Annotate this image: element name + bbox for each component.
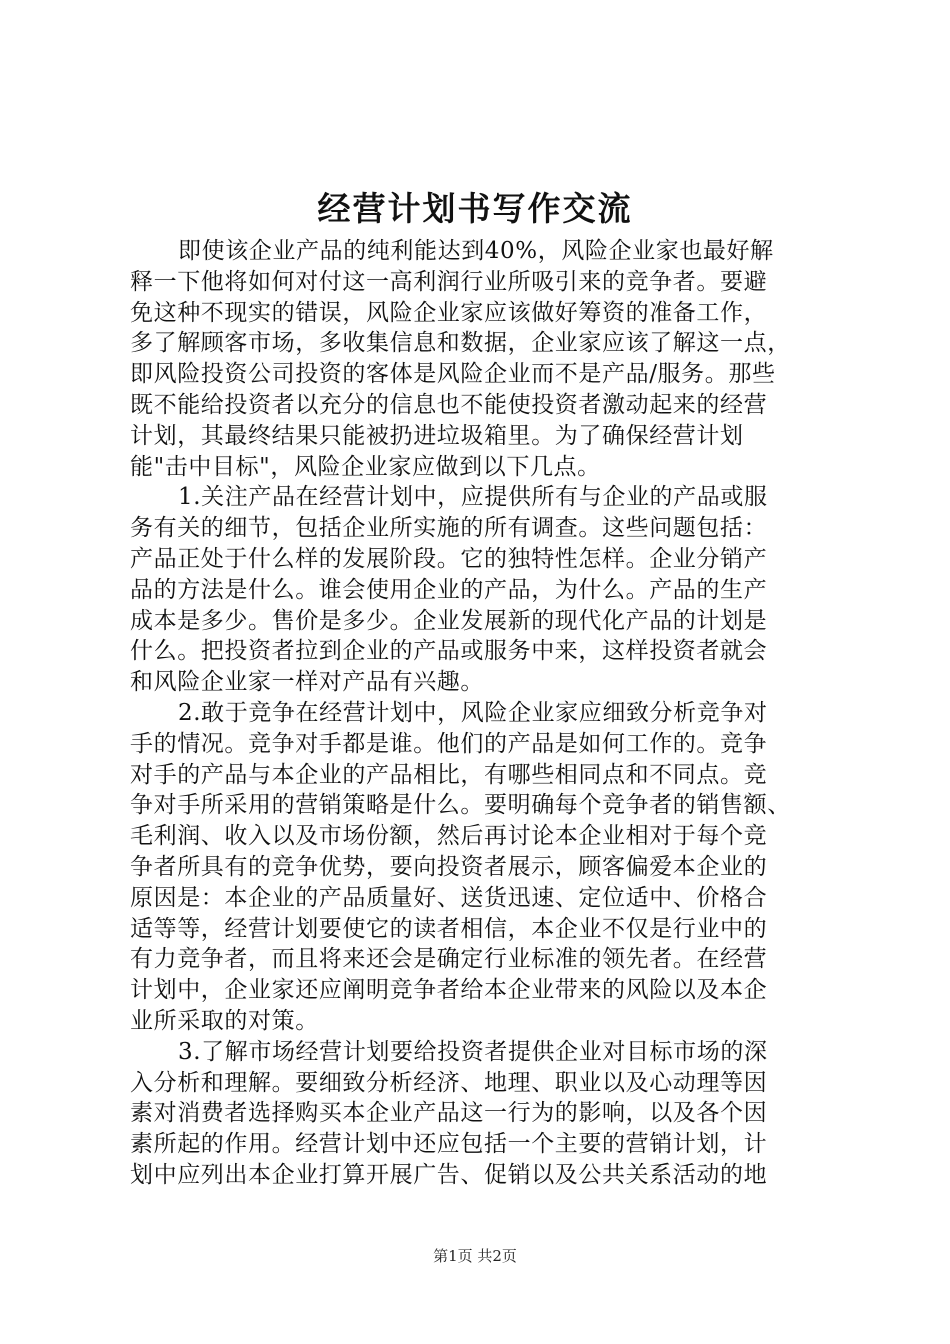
text-line: 争对手所采用的营销策略是什么。要明确每个竞争者的销售额、	[130, 792, 791, 819]
text-line: 品的方法是什么。谁会使用企业的产品，为什么。产品的生产	[130, 576, 768, 603]
text-line: 毛利润、收入以及市场份额，然后再讨论本企业相对于每个竞	[130, 823, 768, 850]
text-line: 3.了解市场经营计划要给投资者提供企业对目标市场的深	[178, 1038, 768, 1065]
text-line: 争者所具有的竞争优势，要向投资者展示，顾客偏爱本企业的	[130, 853, 768, 880]
text-line: 既不能给投资者以充分的信息也不能使投资者激动起来的经营	[130, 391, 768, 418]
text-line: 素所起的作用。经营计划中还应包括一个主要的营销计划，计	[130, 1131, 768, 1158]
document-title: 经营计划书写作交流	[317, 189, 633, 228]
text-line: 免这种不现实的错误，风险企业家应该做好筹资的准备工作，	[130, 299, 768, 326]
text-line: 原因是：本企业的产品质量好、送货迅速、定位适中、价格合	[130, 884, 768, 911]
text-line: 成本是多少。售价是多少。企业发展新的现代化产品的计划是	[130, 607, 768, 634]
text-line: 什么。把投资者拉到企业的产品或服务中来，这样投资者就会	[130, 638, 768, 665]
text-line: 能"击中目标"，风险企业家应做到以下几点。	[130, 453, 601, 480]
text-line: 产品正处于什么样的发展阶段。它的独特性怎样。企业分销产	[130, 545, 768, 572]
text-line: 入分析和理解。要细致分析经济、地理、职业以及心动理等因	[130, 1069, 768, 1096]
text-line: 2.敢于竞争在经营计划中，风险企业家应细致分析竞争对	[178, 699, 768, 726]
text-line: 适等等，经营计划要使它的读者相信，本企业不仅是行业中的	[130, 915, 768, 942]
text-line: 1.关注产品在经营计划中，应提供所有与企业的产品或服	[178, 484, 768, 511]
text-line: 即使该企业产品的纯利能达到40%，风险企业家也最好解	[178, 238, 774, 264]
page-footer: 第1页 共2页	[433, 1247, 517, 1265]
text-line: 计划中，企业家还应阐明竞争者给本企业带来的风险以及本企	[130, 977, 768, 1004]
text-line: 对手的产品与本企业的产品相比，有哪些相同点和不同点。竞	[130, 761, 768, 788]
text-line: 释一下他将如何对付这一高利润行业所吸引来的竞争者。要避	[130, 268, 768, 295]
text-line: 多了解顾客市场，多收集信息和数据，企业家应该了解这一点，	[130, 330, 791, 357]
text-line: 业所采取的对策。	[130, 1007, 319, 1034]
text-line: 划中应列出本企业打算开展广告、促销以及公共关系活动的地	[130, 1161, 768, 1188]
text-line: 和风险企业家一样对产品有兴趣。	[130, 669, 484, 696]
text-line: 素对消费者选择购买本企业产品这一行为的影响，以及各个因	[130, 1100, 768, 1127]
text-line: 务有关的细节，包括企业所实施的所有调查。这些问题包括：	[130, 515, 768, 542]
text-line: 手的情况。竞争对手都是谁。他们的产品是如何工作的。竞争	[130, 730, 768, 757]
text-line: 有力竞争者，而且将来还会是确定行业标准的领先者。在经营	[130, 946, 768, 973]
text-line: 计划，其最终结果只能被扔进垃圾箱里。为了确保经营计划	[130, 422, 744, 449]
document-body	[130, 236, 830, 1191]
text-line: 即风险投资公司投资的客体是风险企业而不是产品/服务。那些	[130, 361, 776, 388]
